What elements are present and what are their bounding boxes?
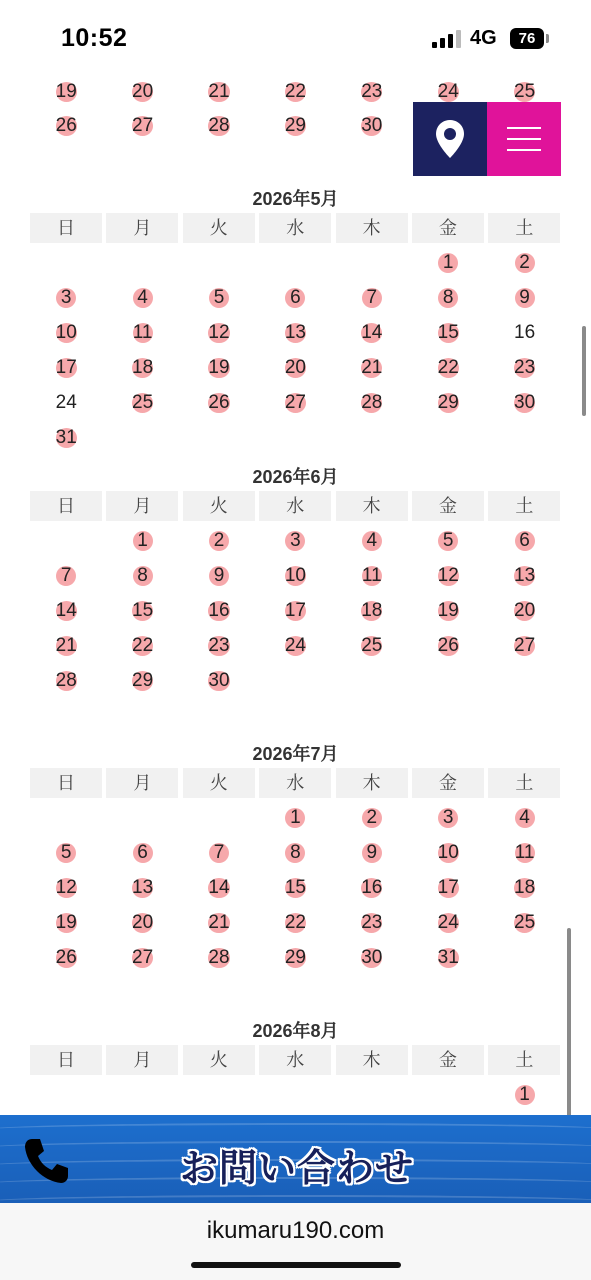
- calendar-day[interactable]: [334, 908, 410, 938]
- day-number: 23: [361, 81, 383, 102]
- calendar-day[interactable]: [410, 388, 486, 418]
- calendar-day[interactable]: [257, 526, 333, 556]
- calendar-day[interactable]: [486, 1080, 562, 1110]
- day-number: 5: [209, 288, 229, 308]
- day-number: 24: [284, 635, 306, 656]
- calendar-day[interactable]: [104, 318, 180, 348]
- day-number: 25: [361, 635, 383, 656]
- day-number: 31: [55, 427, 77, 448]
- calendar-day[interactable]: [486, 803, 562, 833]
- calendar-week-row: [28, 388, 563, 418]
- calendar-week-row: [28, 1080, 563, 1110]
- calendar-day[interactable]: [104, 526, 180, 556]
- weekday-label: 木: [336, 491, 408, 521]
- weekday-label: 月: [106, 768, 178, 798]
- calendar-day[interactable]: [257, 111, 333, 141]
- calendar-day[interactable]: [334, 318, 410, 348]
- day-number: 7: [209, 843, 229, 863]
- calendar-day[interactable]: [28, 388, 104, 418]
- calendar-day[interactable]: [334, 838, 410, 868]
- calendar-day[interactable]: [334, 561, 410, 591]
- calendar-day[interactable]: [28, 353, 104, 383]
- day-number: 13: [514, 565, 536, 586]
- day-number: 28: [208, 947, 230, 968]
- day-number: 29: [437, 392, 459, 413]
- day-number: 6: [285, 288, 305, 308]
- calendar-day[interactable]: [28, 318, 104, 348]
- calendar-day[interactable]: [104, 873, 180, 903]
- weekday-label: 火: [183, 768, 255, 798]
- day-number: 16: [208, 600, 230, 621]
- weekday-label: 水: [259, 1045, 331, 1075]
- weekday-label: 火: [183, 213, 255, 243]
- day-number: 6: [515, 531, 535, 551]
- calendar-week-row: [28, 423, 563, 453]
- day-number: 6: [133, 843, 153, 863]
- weekday-label: 火: [183, 491, 255, 521]
- calendar-week-row: [28, 838, 563, 868]
- day-number: 18: [361, 600, 383, 621]
- day-number: 8: [285, 843, 305, 863]
- calendar-day[interactable]: [181, 631, 257, 661]
- day-number: 30: [208, 670, 230, 691]
- day-number: 11: [361, 565, 382, 586]
- weekday-header: [28, 768, 563, 800]
- weekday-label: 日: [30, 213, 102, 243]
- calendar-week-row: [28, 803, 563, 833]
- calendar-day[interactable]: [486, 283, 562, 313]
- day-number: 2: [515, 253, 535, 273]
- day-number: 4: [362, 531, 382, 551]
- weekday-label: 水: [259, 213, 331, 243]
- calendar-day[interactable]: [28, 838, 104, 868]
- calendar-day[interactable]: [486, 526, 562, 556]
- day-number: 12: [55, 877, 77, 898]
- day-number: 11: [132, 322, 153, 343]
- day-number: 1: [133, 531, 153, 551]
- calendar-day[interactable]: [181, 526, 257, 556]
- weekday-label: 月: [106, 213, 178, 243]
- day-number: 21: [361, 357, 383, 378]
- day-number: 25: [514, 912, 536, 933]
- calendar-day[interactable]: [257, 77, 333, 107]
- scrollbar-lower[interactable]: [567, 928, 571, 1118]
- day-number: 10: [284, 565, 306, 586]
- calendar-day[interactable]: [104, 596, 180, 626]
- weekday-label: 土: [488, 213, 560, 243]
- calendar-day[interactable]: [257, 943, 333, 973]
- scrollbar-upper[interactable]: [582, 326, 586, 416]
- calendar-day[interactable]: [104, 111, 180, 141]
- day-number: 27: [514, 635, 536, 656]
- calendar-day[interactable]: [410, 248, 486, 278]
- day-number: 11: [514, 842, 535, 863]
- day-number: 14: [361, 322, 383, 343]
- day-number: 27: [132, 947, 154, 968]
- calendar-day[interactable]: [257, 873, 333, 903]
- day-number: 12: [208, 322, 230, 343]
- calendar-day[interactable]: [257, 318, 333, 348]
- calendar-day[interactable]: [104, 908, 180, 938]
- calendar-day[interactable]: [181, 283, 257, 313]
- day-number: 8: [438, 288, 458, 308]
- calendar-day[interactable]: [28, 873, 104, 903]
- day-number: 27: [284, 392, 306, 413]
- day-number: 20: [284, 357, 306, 378]
- phone-icon: [20, 1135, 72, 1187]
- calendar-day[interactable]: [334, 77, 410, 107]
- calendar-day[interactable]: [334, 526, 410, 556]
- map-button[interactable]: [413, 102, 487, 176]
- day-number: 25: [514, 81, 536, 102]
- calendar-day[interactable]: [410, 838, 486, 868]
- calendar-day[interactable]: [28, 77, 104, 107]
- day-number: 20: [132, 81, 154, 102]
- calendar-day[interactable]: [28, 943, 104, 973]
- calendar-day[interactable]: [486, 596, 562, 626]
- day-number: 31: [437, 947, 459, 968]
- day-number: 17: [55, 357, 77, 378]
- calendar-day[interactable]: [334, 596, 410, 626]
- day-number: 25: [132, 392, 154, 413]
- weekday-label: 金: [412, 213, 484, 243]
- calendar-day[interactable]: [257, 561, 333, 591]
- calendar-day[interactable]: [486, 873, 562, 903]
- calendar-day[interactable]: [257, 353, 333, 383]
- day-number: 29: [132, 670, 154, 691]
- calendar-day[interactable]: [334, 111, 410, 141]
- weekday-label: 金: [412, 1045, 484, 1075]
- calendar-day[interactable]: [104, 283, 180, 313]
- day-number: 10: [55, 322, 77, 343]
- calendar-day[interactable]: [257, 283, 333, 313]
- calendar-day[interactable]: [410, 873, 486, 903]
- calendar-day[interactable]: [410, 803, 486, 833]
- calendar-week-row: [28, 873, 563, 903]
- calendar-day[interactable]: [486, 353, 562, 383]
- calendar-day[interactable]: [28, 596, 104, 626]
- calendar-day[interactable]: [181, 873, 257, 903]
- calendar-day[interactable]: [410, 318, 486, 348]
- month-title: 2026年6月: [252, 467, 339, 487]
- weekday-header: [28, 213, 563, 245]
- menu-button[interactable]: [487, 102, 561, 176]
- calendar-day[interactable]: [257, 908, 333, 938]
- home-indicator[interactable]: [191, 1262, 401, 1268]
- calendar-week-row: [28, 666, 563, 696]
- day-number: 21: [208, 81, 230, 102]
- day-number: 2: [362, 808, 382, 828]
- calendar-day[interactable]: [104, 77, 180, 107]
- calendar-day[interactable]: [334, 388, 410, 418]
- calendar-day[interactable]: [28, 561, 104, 591]
- calendar-day[interactable]: [334, 873, 410, 903]
- day-number: 18: [514, 877, 536, 898]
- calendar-week-row: [28, 318, 563, 348]
- calendar-day[interactable]: [28, 908, 104, 938]
- month-title: 2026年8月: [252, 1021, 339, 1041]
- day-number: 3: [285, 531, 305, 551]
- day-number: 13: [132, 877, 154, 898]
- weekday-label: 土: [488, 491, 560, 521]
- hamburger-menu-icon: [507, 127, 541, 151]
- day-number: 13: [284, 322, 306, 343]
- day-number: 9: [362, 843, 382, 863]
- calendar-day[interactable]: [410, 353, 486, 383]
- calendar-week-row: [28, 248, 563, 278]
- weekday-label: 木: [336, 213, 408, 243]
- weekday-label: 木: [336, 1045, 408, 1075]
- day-number: 23: [361, 912, 383, 933]
- status-time: 10:52: [61, 24, 128, 52]
- calendar-day[interactable]: [334, 803, 410, 833]
- day-number: 24: [55, 392, 77, 413]
- day-number: 10: [437, 842, 459, 863]
- calendar-day[interactable]: [28, 666, 104, 696]
- calendar-day[interactable]: [104, 353, 180, 383]
- calendar-day[interactable]: [410, 283, 486, 313]
- calendar-day[interactable]: [486, 631, 562, 661]
- calendar-day[interactable]: [104, 666, 180, 696]
- weekday-label: 土: [488, 1045, 560, 1075]
- calendar-day[interactable]: [181, 596, 257, 626]
- contact-banner[interactable]: [0, 1115, 591, 1203]
- calendar-week-row: [28, 561, 563, 591]
- day-number: 14: [208, 877, 230, 898]
- day-number: 15: [132, 600, 154, 621]
- calendar-day[interactable]: [410, 526, 486, 556]
- weekday-label: 火: [183, 1045, 255, 1075]
- weekday-label: 金: [412, 768, 484, 798]
- weekday-label: 金: [412, 491, 484, 521]
- day-number: 19: [55, 81, 77, 102]
- calendar-day[interactable]: [181, 561, 257, 591]
- calendar-week-row: [28, 526, 563, 556]
- calendar-day[interactable]: [181, 353, 257, 383]
- day-number: 20: [514, 600, 536, 621]
- calendar-day[interactable]: [28, 111, 104, 141]
- calendar-day[interactable]: [257, 838, 333, 868]
- cellular-signal-icon: [432, 30, 462, 48]
- calendar-day[interactable]: [486, 908, 562, 938]
- day-number: 19: [437, 600, 459, 621]
- calendar-day[interactable]: [104, 838, 180, 868]
- weekday-label: 日: [30, 491, 102, 521]
- day-number: 5: [438, 531, 458, 551]
- calendar-day[interactable]: [486, 318, 562, 348]
- calendar-day[interactable]: [486, 248, 562, 278]
- day-number: 22: [284, 912, 306, 933]
- day-number: 2: [209, 531, 229, 551]
- weekday-label: 水: [259, 768, 331, 798]
- day-number: 9: [515, 288, 535, 308]
- weekday-label: 日: [30, 1045, 102, 1075]
- weekday-label: 月: [106, 1045, 178, 1075]
- calendar-day[interactable]: [410, 943, 486, 973]
- map-pin-icon: [435, 119, 465, 159]
- calendar-day[interactable]: [28, 631, 104, 661]
- day-number: 7: [362, 288, 382, 308]
- day-number: 30: [361, 115, 383, 136]
- status-bar: [0, 0, 591, 78]
- calendar-day[interactable]: [257, 388, 333, 418]
- battery-icon: 76: [510, 28, 544, 49]
- month-title: 2026年5月: [252, 189, 339, 209]
- day-number: 3: [438, 808, 458, 828]
- day-number: 24: [437, 81, 459, 102]
- day-number: 5: [56, 843, 76, 863]
- day-number: 26: [55, 947, 77, 968]
- day-number: 29: [284, 115, 306, 136]
- day-number: 22: [437, 357, 459, 378]
- weekday-label: 木: [336, 768, 408, 798]
- calendar-day[interactable]: [181, 943, 257, 973]
- day-number: 8: [133, 566, 153, 586]
- day-number: 30: [361, 947, 383, 968]
- calendar-day[interactable]: [28, 283, 104, 313]
- day-number: 16: [514, 322, 536, 343]
- month-title: 2026年7月: [252, 744, 339, 764]
- calendar-day[interactable]: [334, 283, 410, 313]
- calendar-day[interactable]: [181, 908, 257, 938]
- day-number: 27: [132, 115, 154, 136]
- calendar-day[interactable]: [334, 943, 410, 973]
- battery-tip: [546, 34, 549, 43]
- day-number: 30: [514, 392, 536, 413]
- calendar-day[interactable]: [410, 561, 486, 591]
- calendar-day[interactable]: [28, 423, 104, 453]
- day-number: 1: [515, 1085, 535, 1105]
- day-number: 28: [208, 115, 230, 136]
- day-number: 26: [208, 392, 230, 413]
- calendar-day[interactable]: [486, 388, 562, 418]
- calendar-day[interactable]: [257, 803, 333, 833]
- day-number: 28: [55, 670, 77, 691]
- day-number: 18: [132, 357, 154, 378]
- day-number: 21: [208, 912, 230, 933]
- calendar-day[interactable]: [410, 631, 486, 661]
- day-number: 17: [284, 600, 306, 621]
- day-number: 1: [285, 808, 305, 828]
- day-number: 24: [437, 912, 459, 933]
- calendar-day[interactable]: [181, 838, 257, 868]
- calendar-day[interactable]: [104, 943, 180, 973]
- calendar-day[interactable]: [181, 666, 257, 696]
- day-number: 3: [56, 288, 76, 308]
- url-text[interactable]: ikumaru190.com: [206, 1217, 385, 1244]
- calendar-week-row: [28, 943, 563, 973]
- calendar-day[interactable]: [181, 388, 257, 418]
- calendar-day[interactable]: [486, 838, 562, 868]
- weekday-label: 水: [259, 491, 331, 521]
- day-number: 28: [361, 392, 383, 413]
- day-number: 22: [132, 635, 154, 656]
- calendar-day[interactable]: [334, 631, 410, 661]
- calendar-day[interactable]: [104, 388, 180, 418]
- calendar-day[interactable]: [410, 596, 486, 626]
- weekday-label: 土: [488, 768, 560, 798]
- calendar-day[interactable]: [181, 77, 257, 107]
- day-number: 19: [208, 357, 230, 378]
- network-type: 4G: [470, 27, 497, 49]
- day-number: 20: [132, 912, 154, 933]
- day-number: 29: [284, 947, 306, 968]
- weekday-header: [28, 491, 563, 523]
- day-number: 7: [56, 566, 76, 586]
- calendar-day[interactable]: [486, 561, 562, 591]
- calendar-week-row: [28, 631, 563, 661]
- day-number: 21: [55, 635, 77, 656]
- day-number: 23: [208, 635, 230, 656]
- day-number: 16: [361, 877, 383, 898]
- calendar-day[interactable]: [257, 596, 333, 626]
- day-number: 26: [55, 115, 77, 136]
- day-number: 14: [55, 600, 77, 621]
- calendar-day[interactable]: [334, 353, 410, 383]
- calendar-day[interactable]: [104, 561, 180, 591]
- day-number: 17: [437, 877, 459, 898]
- calendar-day[interactable]: [410, 908, 486, 938]
- calendar-day[interactable]: [181, 111, 257, 141]
- day-number: 4: [133, 288, 153, 308]
- contact-label[interactable]: お問い合わせ: [180, 1145, 415, 1190]
- calendar-day[interactable]: [181, 318, 257, 348]
- calendar-day[interactable]: [257, 631, 333, 661]
- calendar-week-row: [28, 283, 563, 313]
- calendar-week-row: [28, 908, 563, 938]
- day-number: 1: [438, 253, 458, 273]
- browser-url-bar[interactable]: [0, 1203, 591, 1280]
- day-number: 15: [284, 877, 306, 898]
- weekday-header: [28, 1045, 563, 1077]
- day-number: 4: [515, 808, 535, 828]
- day-number: 19: [55, 912, 77, 933]
- day-number: 22: [284, 81, 306, 102]
- day-number: 26: [437, 635, 459, 656]
- calendar-day[interactable]: [104, 631, 180, 661]
- day-number: 15: [437, 322, 459, 343]
- weekday-label: 月: [106, 491, 178, 521]
- calendar-week-row: [28, 353, 563, 383]
- day-number: 9: [209, 566, 229, 586]
- day-number: 12: [437, 565, 459, 586]
- day-number: 23: [514, 357, 536, 378]
- weekday-label: 日: [30, 768, 102, 798]
- calendar-week-row: [28, 596, 563, 626]
